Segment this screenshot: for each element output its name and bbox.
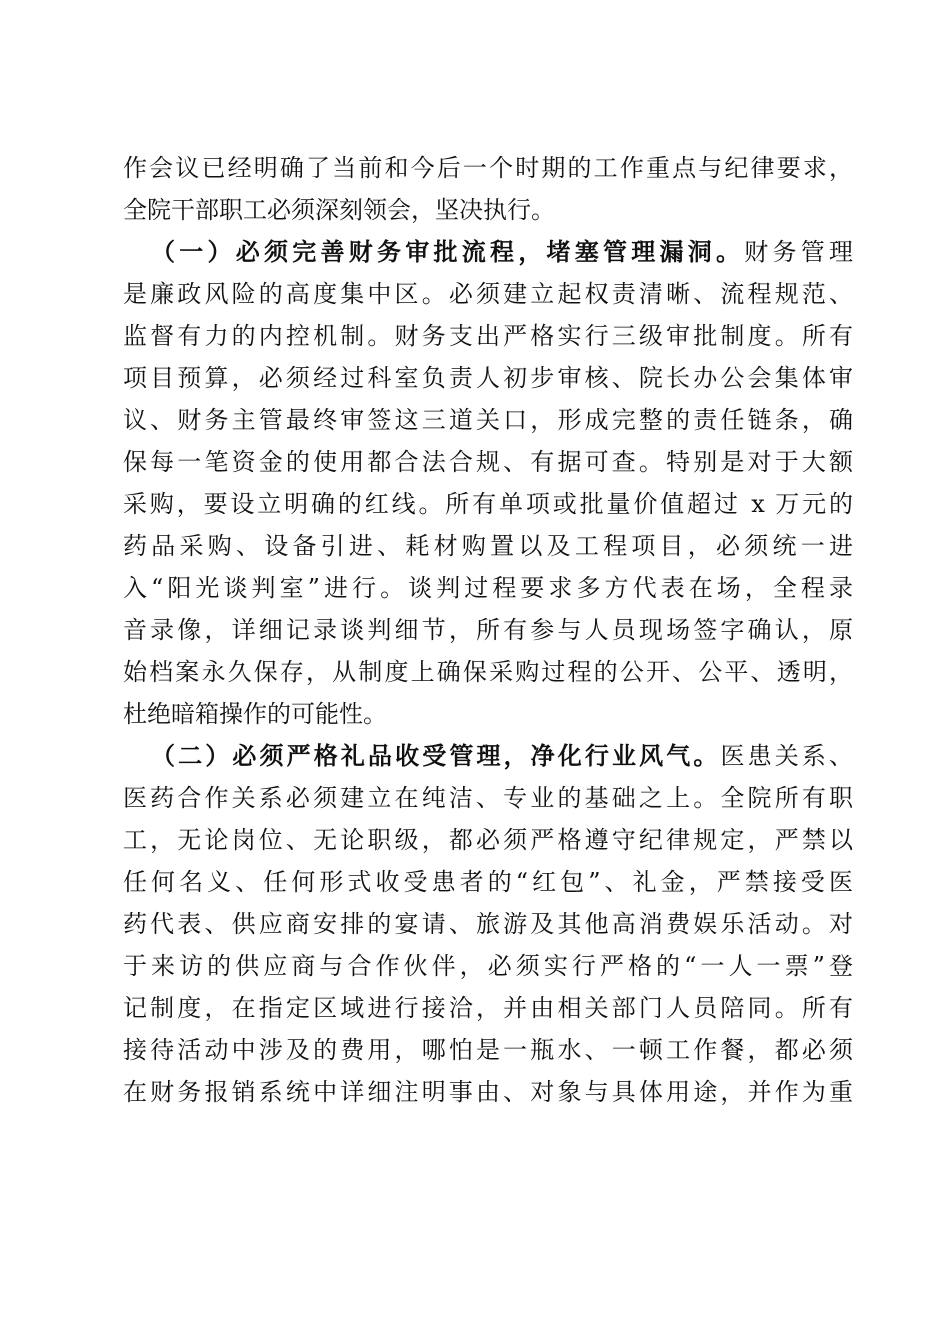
line-text: 始档案永久保存，从制度上确保采购过程的公开、公平、透明， [123, 658, 853, 686]
line-text: 财务管理 [744, 238, 853, 266]
line-text: 药品采购、设备引进、耗材购置以及工程项目，必须统一进 [123, 532, 853, 560]
line-text: 在财务报销系统中详细注明事由、对象与具体用途，并作为重 [123, 1078, 853, 1106]
text-line [123, 483, 853, 525]
section-heading: （二）必须严格礼品收受管理，净化行业风气。 [151, 741, 721, 770]
text-line [123, 525, 853, 567]
line-text: 全院干部职工必须深刻领会，坚决执行。 [123, 196, 555, 224]
text-line [123, 567, 853, 609]
text-line [123, 987, 853, 1029]
line-text: 医药合作关系必须建立在纯洁、专业的基础之上。全院所有职 [123, 784, 853, 812]
section-heading: （一）必须完善财务审批流程，堵塞管理漏洞。 [151, 237, 745, 266]
line-text: 于来访的供应商与合作伙伴，必须实行严格的“一人一票”登 [123, 952, 853, 980]
line-text: 采购，要设立明确的红线。所有单项或批量价值超过 x 万元的 [123, 490, 853, 518]
line-text: 作会议已经明确了当前和今后一个时期的工作重点与纪律要求， [123, 154, 853, 182]
text-line [123, 861, 853, 903]
text-line [123, 441, 853, 483]
line-text: 是廉政风险的高度集中区。必须建立起权责清晰、流程规范、 [123, 280, 853, 308]
section-heading-line [151, 735, 853, 777]
text-line [123, 819, 853, 861]
line-text: 保每一笔资金的使用都合法合规、有据可查。特别是对于大额 [123, 448, 853, 476]
text-line [123, 273, 853, 315]
line-text: 杜绝暗箱操作的可能性。 [123, 700, 387, 728]
text-line [123, 399, 853, 441]
text-line [123, 777, 853, 819]
text-line [123, 609, 853, 651]
line-text: 议、财务主管最终审签这三道关口，形成完整的责任链条，确 [123, 406, 853, 434]
text-line [123, 903, 853, 945]
line-text: 入“阳光谈判室”进行。谈判过程要求多方代表在场，全程录 [123, 574, 853, 602]
section-heading-line [151, 231, 853, 273]
line-text: 工，无论岗位、无论职级，都必须严格遵守纪律规定，严禁以 [123, 826, 853, 854]
line-text: 音录像，详细记录谈判细节，所有参与人员现场签字确认，原 [123, 616, 853, 644]
text-line [123, 357, 853, 399]
text-line [123, 1071, 853, 1113]
line-text: 项目预算，必须经过科室负责人初步审核、院长办公会集体审 [123, 364, 853, 392]
line-text: 接待活动中涉及的费用，哪怕是一瓶水、一顿工作餐，都必须 [123, 1036, 853, 1064]
line-text: 监督有力的内控机制。财务支出严格实行三级审批制度。所有 [123, 322, 853, 350]
text-line [123, 1029, 853, 1071]
text-line [123, 147, 853, 189]
line-text: 记制度，在指定区域进行接洽，并由相关部门人员陪同。所有 [123, 994, 853, 1022]
text-line [123, 315, 853, 357]
text-line [123, 945, 853, 987]
text-line [123, 651, 853, 693]
text-line [123, 189, 853, 231]
line-text: 药代表、供应商安排的宴请、旅游及其他高消费娱乐活动。对 [123, 910, 853, 938]
line-text: 任何名义、任何形式收受患者的“红包”、礼金，严禁接受医 [123, 868, 853, 896]
text-line [123, 693, 853, 735]
line-text: 医患关系、 [720, 742, 854, 770]
